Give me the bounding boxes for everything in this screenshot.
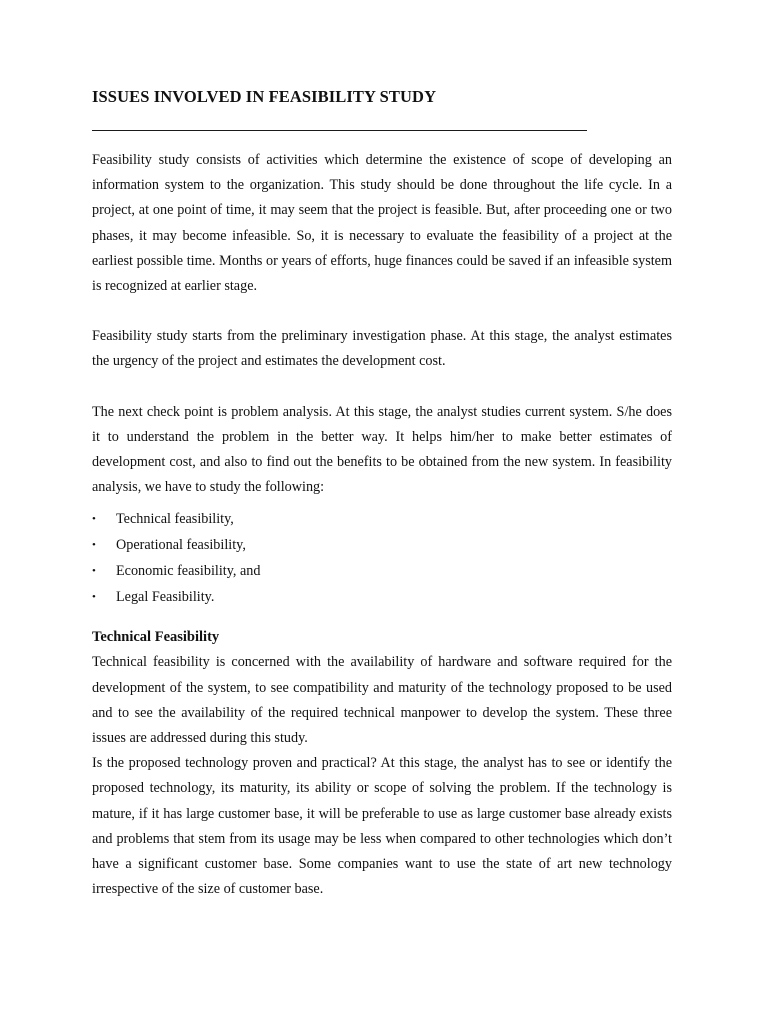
list-item — [92, 506, 672, 532]
page-title: ISSUES INVOLVED IN FEASIBILITY STUDY — [92, 87, 437, 106]
technology-question-paragraph: Is the proposed technology proven and practical? At this stage, the analyst has to see or identify the proposed technology, its maturity, its ability or scope of solving the problem. If the technology is mature, if it has large customer base, it will be preferable to use as large customer base already exists and problems that stem from its usage may be less when compared to other technologies which don’t have a significant customer base. Some companies want to use the state of art new technology irrespective of the size of customer base. — [92, 755, 672, 898]
bullet-icon: • — [92, 591, 96, 604]
bullet-icon: • — [92, 539, 96, 552]
title-underline — [92, 130, 587, 131]
problem-analysis-paragraph: The next check point is problem analysis. At this stage, the analyst studies current system. S/he does it to understand the problem in the better way. It helps him/her to make better estimates of development cost, and also to find out the benefits to be obtained from the new system. In feasibility analysis, we have to study the following: — [92, 403, 672, 496]
bullet-icon: • — [92, 513, 96, 526]
list-item — [92, 584, 672, 610]
feasibility-types-list — [92, 506, 672, 610]
section-heading: Technical Feasibility — [92, 629, 220, 646]
bullet-icon: • — [92, 565, 96, 578]
list-item-text: Economic feasibility, and — [116, 563, 261, 580]
list-item-text: Technical feasibility, — [116, 511, 234, 528]
intro-paragraph: Feasibility study consists of activities which determine the existence of scope of developing an information system to the organization. This study should be done throughout the life cycle. In a project, at one point of time, it may seem that the project is feasible. But, after proceeding one or two phases, it may become infeasible. So, it is necessary to evaluate the feasibility of a project at the earliest possible time. Months or years of efforts, huge finances could be saved if an infeasible system is recognized at earlier stage. — [92, 152, 672, 295]
list-item — [92, 558, 672, 584]
list-item — [92, 532, 672, 558]
preliminary-paragraph: Feasibility study starts from the preliminary investigation phase. At this stage, the analyst estimates the urgency of the project and estimates the development cost. — [92, 328, 672, 370]
technical-feasibility-paragraph: Technical feasibility is concerned with the availability of hardware and software required for the development of the system, to see compatibility and maturity of the technology proposed to be used and to see the availability of the required technical manpower to develop the system. These three issues are addressed during this study. — [92, 654, 672, 747]
document-page — [92, 86, 672, 902]
list-item-text: Legal Feasibility. — [116, 589, 215, 606]
list-item-text: Operational feasibility, — [116, 537, 246, 554]
